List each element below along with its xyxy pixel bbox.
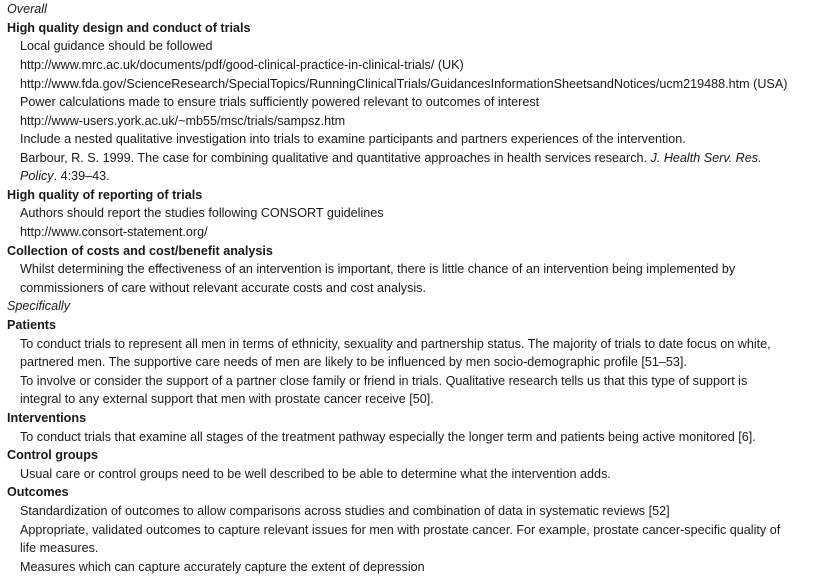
list-item: To conduct trials that examine all stages of the treatment pathway especially the longer term and patients being active monitored [6]. — [20, 430, 756, 444]
list-item: life measures. — [20, 541, 99, 555]
citation-authors: Barbour, R. S. 1999. The case for combining qualitative and quantitative approaches in health services research. — [20, 151, 648, 165]
heading-control-groups: Control groups — [7, 448, 98, 462]
section-label-specifically: Specifically — [7, 299, 70, 313]
heading-patients: Patients — [7, 318, 56, 332]
list-item: partnered men. The supportive care needs of men are likely to be influenced by men socio-demographic profile [51–53]. — [20, 355, 687, 369]
list-item: Include a nested qualitative investigation into trials to examine participants and partners experiences of the intervention. — [20, 132, 686, 146]
list-item: integral to any external support that men with prostate cancer receive [50]. — [20, 392, 434, 406]
list-item: Measures which can capture accurately capture the extent of depression — [20, 560, 425, 574]
citation-journal: J. Health Serv. Res. — [650, 151, 762, 165]
list-item: To conduct trials to represent all men in terms of ethnicity, sexuality and partnership status. The majority of trials to date focus on white, — [20, 337, 771, 351]
heading-costs: Collection of costs and cost/benefit analysis — [7, 244, 273, 258]
link-consort[interactable]: http://www.consort-statement.org/ — [20, 225, 208, 239]
heading-interventions: Interventions — [7, 411, 87, 425]
citation-barbour-line1 — [20, 149, 762, 167]
list-item: Power calculations made to ensure trials sufficiently powered relevant to outcomes of interest — [20, 95, 540, 109]
link-york[interactable]: http://www-users.york.ac.uk/~mb55/msc/trials/sampsz.htm — [20, 114, 346, 128]
list-item: To involve or consider the support of a partner close family or friend in trials. Qualitative research tells us that this type of support is — [20, 374, 748, 388]
list-item: Whilst determining the effectiveness of an intervention is important, there is little chance of an intervention being implemented by — [20, 262, 736, 276]
link-mrc[interactable]: http://www.mrc.ac.uk/documents/pdf/good-clinical-practice-in-clinical-trials/ (UK) — [20, 58, 464, 72]
list-item: Local guidance should be followed — [20, 39, 213, 53]
section-label-overall: Overall — [7, 2, 47, 16]
list-item: Usual care or control groups need to be well described to be able to determine what the intervention adds. — [20, 467, 611, 481]
citation-barbour-line2 — [20, 167, 110, 185]
link-fda[interactable]: http://www.fda.gov/ScienceResearch/SpecialTopics/RunningClinicalTrials/GuidancesInformationSheetsandNotices/ucm219488.htm (USA) — [20, 77, 788, 91]
list-item: commissioners of care without relevant accurate costs and cost analysis. — [20, 281, 426, 295]
list-item: Standardization of outcomes to allow comparisons across studies and combination of data in systematic reviews [52] — [20, 504, 670, 518]
list-item: Authors should report the studies following CONSORT guidelines — [20, 206, 384, 220]
list-item: Appropriate, validated outcomes to capture relevant issues for men with prostate cancer. For example, prostate cancer-specific quality of — [20, 523, 781, 537]
heading-design: High quality design and conduct of trials — [7, 21, 251, 35]
citation-journal-cont: Policy — [20, 169, 54, 183]
heading-reporting: High quality of reporting of trials — [7, 188, 203, 202]
heading-outcomes: Outcomes — [7, 485, 69, 499]
citation-volume: . 4:39–43. — [53, 169, 110, 183]
